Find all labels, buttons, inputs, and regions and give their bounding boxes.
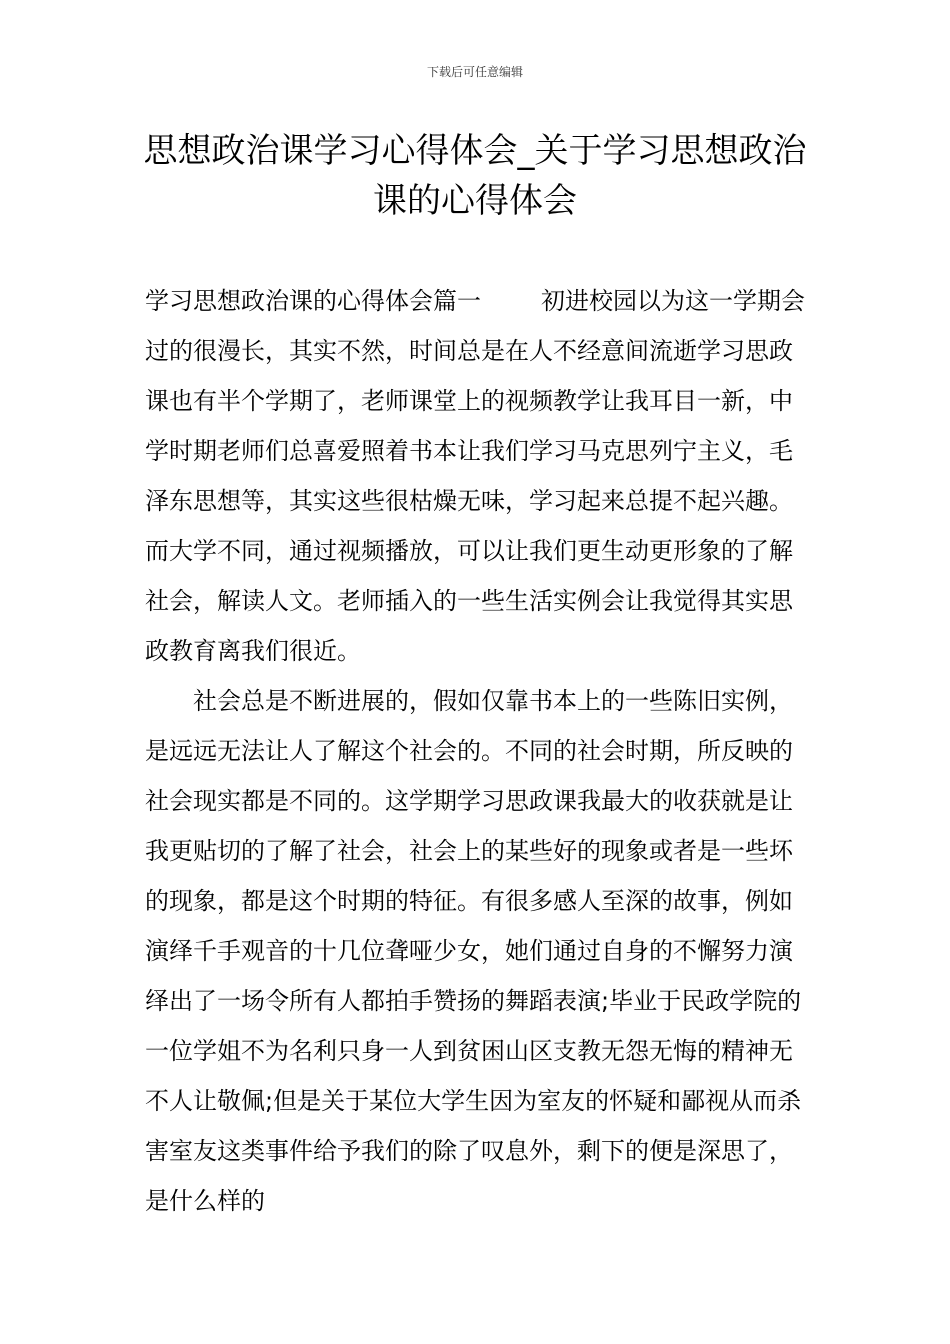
document-body [145,276,810,1226]
paragraph-1-lead: 学习思想政治课的心得体会篇一 [145,287,481,315]
header-note: 下载后可任意编辑 [426,65,523,79]
paragraph-1-text: 初进校园以为这一学期会过的很漫长，其实不然，时间总是在人不经意间流逝学习思政课也有半个学期了，老师课堂上的视频教学让我耳目一新，中学时期老师们总喜爱照着书本让我们学习马克思列宁主义，毛泽东思想等，其实这些很枯燥无味，学习起来总提不起兴趣。而大学不同，通过视频播放，可以让我们更生动更形象的了解社会，解读人文。老师插入的一些生活实例会让我觉得其实思政教育离我们很近。 [145,287,805,665]
document-title: 思想政治课学习心得体会_关于学习思想政治课的心得体会 [143,131,807,221]
paragraph-1 [145,276,810,676]
paragraph-2: 社会总是不断进展的，假如仅靠书本上的一些陈旧实例，是远远无法让人了解这个社会的。不同的社会时期，所反映的社会现实都是不同的。这学期学习思政课我最大的收获就是让我更贴切的了解了社会，社会上的某些好的现象或者是一些坏的现象，都是这个时期的特征。有很多感人至深的故事，例如演绎千手观音的十几位聋哑少女，她们通过自身的不懈努力演绎出了一场令所有人都拍手赞扬的舞蹈表演;毕业于民政学院的一位学姐不为名利只身一人到贫困山区支教无怨无悔的精神无不人让敬佩;但是关于某位大学生因为室友的怀疑和鄙视从而杀害室友这类事件给予我们的除了叹息外，剩下的便是深思了，是什么样的 [145,687,802,1215]
